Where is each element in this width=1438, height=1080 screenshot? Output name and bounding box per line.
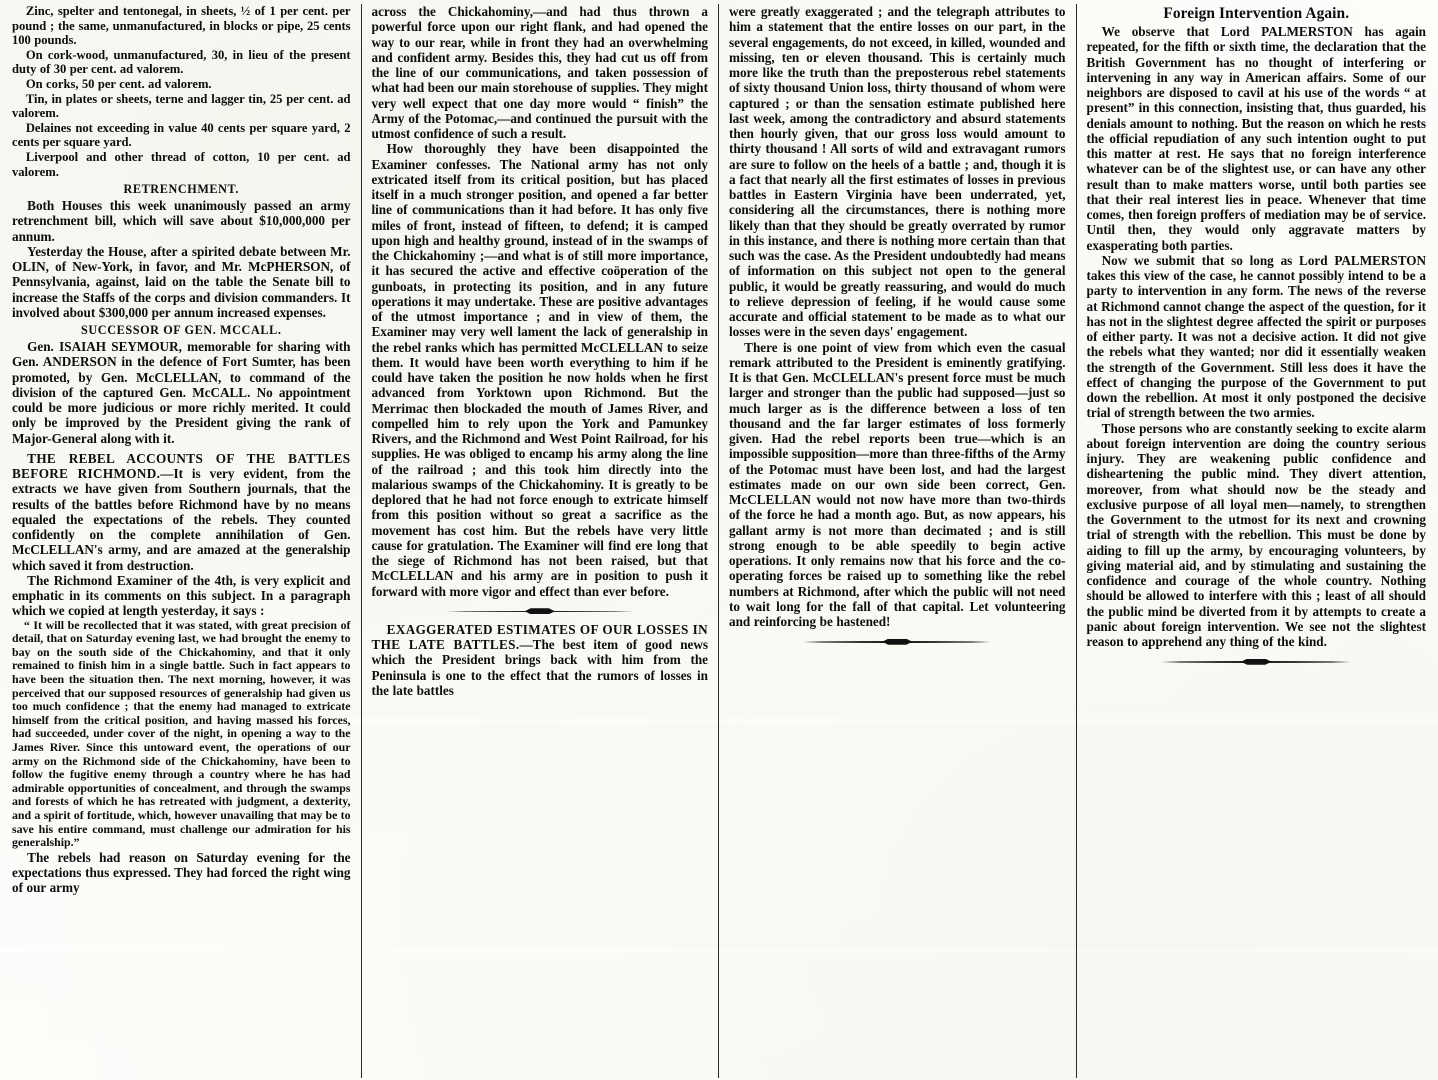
tariff-item: Delaines not exceeding in value 40 cents per square yard, 2 cents per square yard. xyxy=(12,120,351,150)
exaggerated-estimates-paragraph xyxy=(372,622,709,698)
richmond-examiner-paragraph: The Richmond Examiner of the 4th, is very explicit and emphatic in its comments on this subject. In a paragraph which we copied at length yesterday, it says : xyxy=(12,572,351,619)
rebel-accounts-lead-in: THE REBEL ACCOUNTS OF THE BATTLES BEFORE RICHMOND. xyxy=(12,450,351,482)
column2-continuation-paragraph: across the Chickahominy,—and had thus thrown a powerful force upon our right flank, and had opened the way to our rear, while in front they had an overwhelming and confident army. Besides this, they had cut us off from the line of our communications, and taken possession of what had been our main storehouse of supplies. They might very well expect that one day more would “ finish” the Army of the Potomac,—and continued the pursuit with the utmost confidence of such a result. xyxy=(371,4,708,141)
column-2 xyxy=(362,4,720,1078)
retrenchment-paragraph: Both Houses this week unanimously passed an army retrenchment bill, which will save about $10,000,000 per annum. xyxy=(12,198,351,244)
palmerston-paragraph: We observe that Lord PALMERSTON has again repeated, for the fifth or sixth time, the declaration that the British Government has no thought of interfering or intervening in any way in American affairs. Some of our neighbors are disposed to cavil at his use of the words “ at present” in this connection, insisting that, thus guarded, his denials amount to nothing. But the reason on which he rests the official repudiation of any such intention ought to put this matter at rest. He says that no foreign interference whatever can be of the slightest use, or can have any other result than to make matters worse, until both parties see that their real interest lies in peace. Whenever that time comes, then foreign proffers of mediation may be of service. Until then, they would only aggravate matters by exasperating both parties. xyxy=(1086,24,1426,253)
intervention-submit-paragraph: Now we submit that so long as Lord PALMERSTON takes this view of the case, he cannot possibly intend to be a party to intervention in any form. The news of the reverse at Richmond cannot change the aspect of the question, for it has not in the slightest degree affected the spirit or purposes of either party. It was not a decisive action. It did not give the rebels what they wanted; nor did it essentially weaken the strength of the Government. Still less does it have the effect of changing the purpose of the Government to put down the rebellion. At most it only postponed the decisive trial of strength between the two armies. xyxy=(1086,252,1426,421)
retrenchment-paragraph: Yesterday the House, after a spirited debate between Mr. OLIN, of New-York, in favor, and Mr. McPHERSON, of Pennsylvania, against, laid on the table the Senate bill to increase the Staffs of the corps and division commanders. It involved about $300,000 per annum increased expenses. xyxy=(12,243,351,320)
rebel-accounts-body: —It is very evident, from the extracts we have given from Southern journals, that the results of the battles before Richmond have by no means equaled the expectations of the rebels. They counted confidently on the complete annihilation of Gen. McCLELLAN's army, and are amazed at the generalship which saved it from destruction. xyxy=(12,466,351,573)
column-1 xyxy=(2,4,362,1078)
successor-paragraph: Gen. ISAIAH SEYMOUR, memorable for sharing with Gen. ANDERSON in the defence of Fort Sumter, has been promoted, by Gen. McCLELLAN, to command of the division of the captured Gen. McCALL. No appointment could be more judicious or more richly merited. It could only be improved by the President giving the rank of Major-General along with it. xyxy=(12,339,351,446)
article-headline-foreign-intervention: Foreign Intervention Again. xyxy=(1163,5,1350,22)
column-4 xyxy=(1077,4,1437,1078)
rebel-accounts-paragraph xyxy=(12,451,351,573)
examiner-confesses-paragraph: How thoroughly they have been disappointed the Examiner confesses. The National army has not only extricated itself from its critical position, but has placed itself in a much stronger position, and opened a far better line of communications than it had before. It has only five miles of front, instead of fifteen, to defend; it is camped upon high and healthy ground, instead of in the swamps of the Chickahominy ;—and what is of still more importance, it has secured the active and effective coöperation of the gunboats, in protecting its position, and in any future operations it may undertake. These are positive advantages of the utmost importance ; and in view of them, the Examiner may very well lament the lack of generalship in the rebel ranks which has permitted McCLELLAN to seize them. It would have been worth everything to him if he could have taken the position he now holds when he first advanced from Yorktown upon Richmond. But the Merrimac then blockaded the mouth of James River, and compelled him to rely upon the York and Pamunkey Rivers, and the Richmond and West Point Railroad, for his supplies. He was obliged to encamp his army along the line of the railroad ; and this took him directly into the malarious swamps of the Chickahominy. It is greatly to be deplored that he had not force enough to extricate himself from this position without so great a sacrifice as the movement has cost him. But the rebels have very little cause for gratulation. The Examiner will find ere long that the siege of Richmond has not been raised, but that McCLELLAN and his army are in position to push it forward with more vigor and effect than ever before. xyxy=(371,141,708,599)
exaggerated-estimates-lead-in: EXAGGERATED ESTIMATES OF OUR LOSSES IN THE LATE BATTLES. xyxy=(371,621,708,652)
mcclellan-force-paragraph: There is one point of view from which even the casual remark attributed to the President is eminently gratifying. It is that Gen. McCLELLAN's present force must be much larger and stronger than the public had supposed—just so much larger as is the difference between a loss of ten thousand and the far larger estimates of loss formerly given. Had the rebel reports been true—which is an impossible supposition—more than three-fifths of the Army of the Potomac must have been lost, and had the largest estimates made on our own side been correct, Gen. McCLELLAN would not now have more than two-thirds of the force he had a month ago. But, as now appears, his gallant army is not more than decimated ; and is still strong enough to be able speedily to begin active operations. It only remains now that his force and the co-operating forces be raised up to something like the rebel numbers at Richmond, after which the public will not need to wait long for the fall of that capital. Let volunteering and reinforcing be hastened! xyxy=(729,339,1066,629)
tariff-item: On corks, 50 per cent. ad valorem. xyxy=(25,76,212,91)
exaggerated-estimates-body: —The best item of good news which the President brings back with him from the Peninsula is one to the effect that the rumors of losses in the late battles xyxy=(371,637,708,698)
tariff-item: On cork-wood, unmanufactured, 30, in lieu of the present duty of 30 per cent. ad valorem. xyxy=(12,47,351,77)
ornamental-divider xyxy=(446,606,634,618)
tariff-item: Zinc, spelter and tentonegal, in sheets, ½ of 1 per cent. per pound ; the same, unmanufactured, in blocks or pipe, 25 cents 100 pounds. xyxy=(12,4,351,48)
rebels-reason-paragraph: The rebels had reason on Saturday evening for the expectations thus expressed. They had forced the right wing of our army xyxy=(12,849,351,896)
tariff-item: Tin, in plates or sheets, terne and lagger tin, 25 per cent. ad valorem. xyxy=(12,91,351,121)
ornamental-divider xyxy=(1161,656,1351,668)
tariff-item: Liverpool and other thread of cotton, 10 per cent. ad valorem. xyxy=(12,149,351,179)
ornamental-divider xyxy=(803,636,991,648)
column-3 xyxy=(719,4,1077,1078)
subhead-retrenchment: RETRENCHMENT. xyxy=(123,182,240,197)
alarm-paragraph: Those persons who are constantly seeking to excite alarm about foreign intervention are doing the country serious injury. They are weakening public confidence and disheartening the public mind. They divert attention, moreover, from what should now be the steady and exclusive purpose of all loyal men—namely, to strengthen the Government to the utmost for its next and crowning trial of strength with the rebellion. This must be done by aiding to fill up the army, by encouraging volunteers, by giving material aid, and by stimulating and sustaining the confidence and courage of the whole country. Nothing should be allowed to interfere with this ; least of all should the public mind be diverted from it by attempts to create a panic about foreign intervention. We see not the slightest reason to apprehend any thing of the kind. xyxy=(1086,420,1426,649)
subhead-successor-mccall: SUCCESSOR OF GEN. MCCALL. xyxy=(81,323,282,338)
losses-estimates-paragraph: were greatly exaggerated ; and the telegraph attributes to him a statement that the entire losses on our part, in the several engagements, do not exceed, in killed, wounded and missing, ten or eleven thousand. This is certainly much more like the truth than the preposterous rebel statements of sixty thousand Union loss, thirty thousand of whom were captured ; or than the sensation estimate published here last week, among the contradictory and absurd statements then hourly given, that our gross loss would amount to thirty thousand ! All sorts of wild and extravagant rumors are sure to follow on the heels of a battle ; and, though it is a fact that nearly all the first estimates of losses in previous battles in Eastern Virginia have been underrated, yet, considering all the circumstances, there is nothing more likely than that they should be greatly overrated by rumor in this instance, and there is nothing more certain than that such was the case. As the President undoubtedly had means of information on this subject not open to the general public, it would be greatly reassuring, and would do much to relieve depression of feeling, if he would cause some accurate and official statement to be made as to what our losses were in the seven days' engagement. xyxy=(729,4,1066,340)
examiner-extract: “ It will be recollected that it was stated, with great precision of detail, that on Saturday evening last, we had brought the enemy to bay on the south side of the Chickahominy, and that it only remained to finish him in a single battle. Such in fact appears to have been the situation then. The next morning, however, it was perceived that our supposed resources of generalship had given us too much confidence ; that the enemy had managed to extricate himself from the critical position, and having massed his forces, had succeeded, under cover of the night, in opening a way to the James River. Since this untoward event, the operations of our army on the Richmond side of the Chickahominy, have been to follow the fugitive enemy through a country where he has had admirable opportunities of concealment, and through the swamps and forests of which he has retreated with judgment, a dexterity, and a spirit of fortitude, which, however unavailing that may be to save his entire command, must challenge our admiration for his generalship.” xyxy=(12,617,351,850)
